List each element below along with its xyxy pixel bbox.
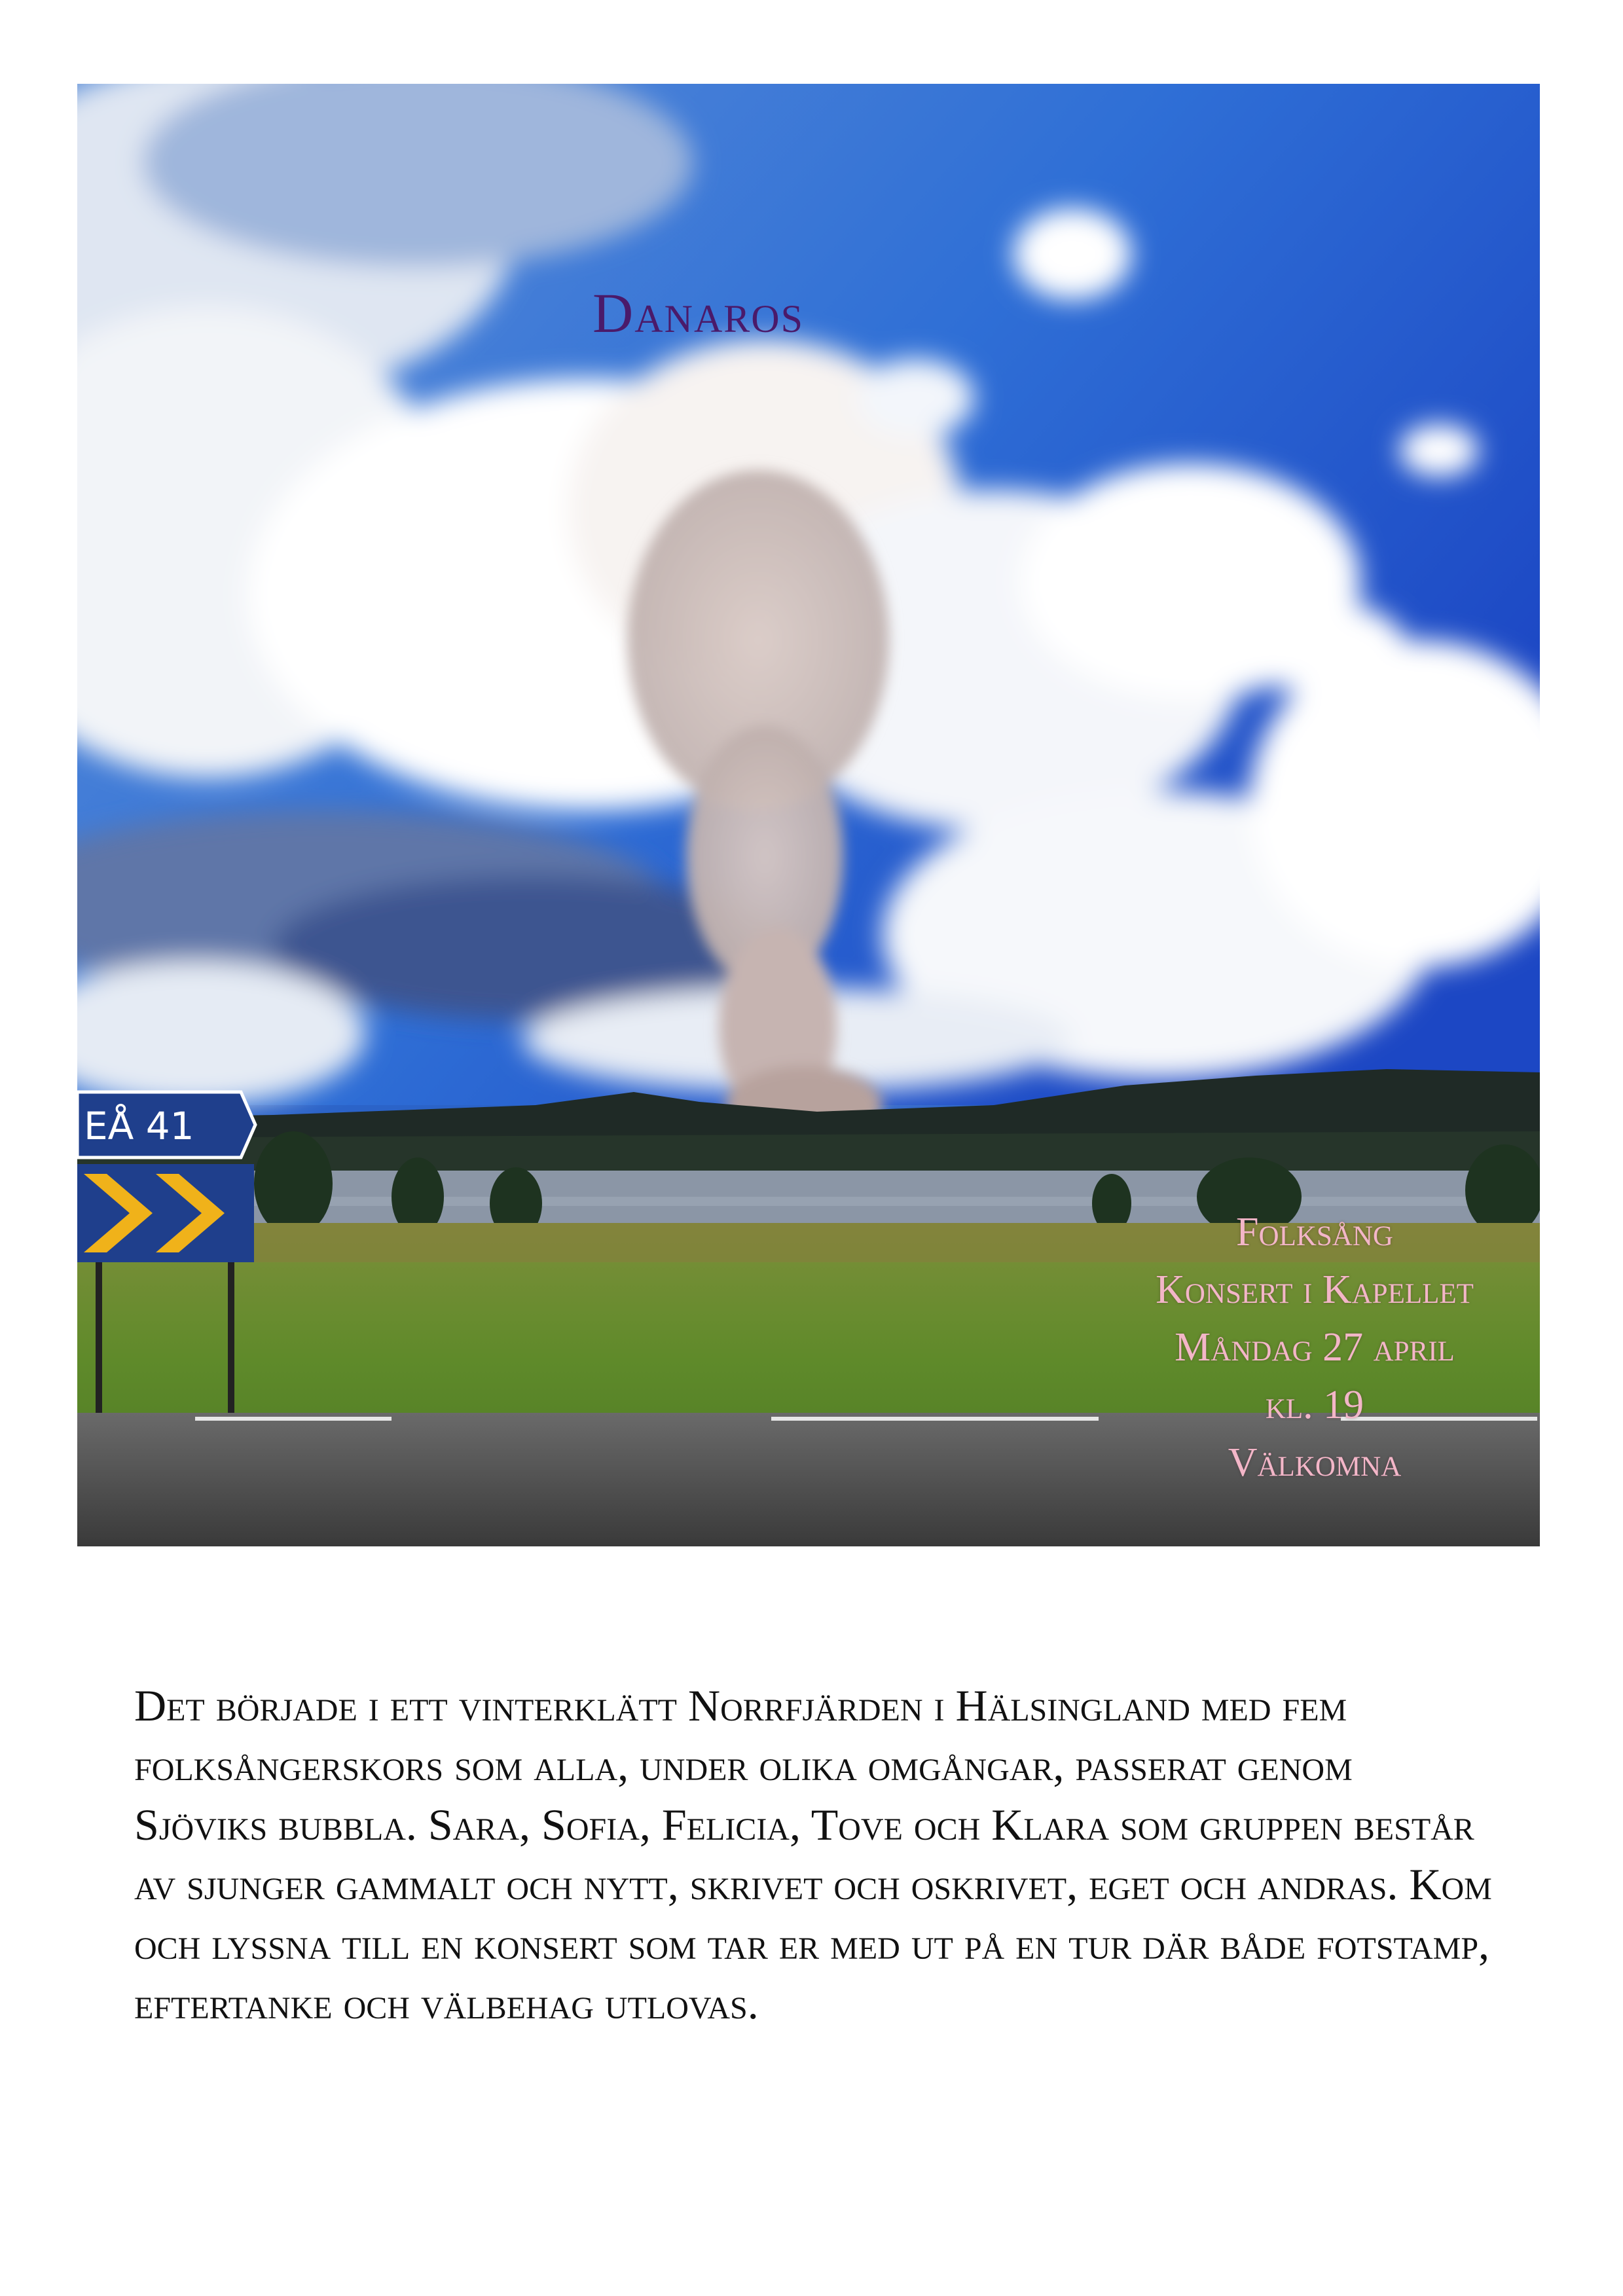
band-name: Danaros bbox=[593, 282, 804, 344]
description-paragraph: Det började i ett vinterklätt Norrfjärden i Hälsingland med fem folksångerskors som alla, under olika omgångar, passerat genom Sjöviks bubbla. Sara, Sofia, Felicia, Tove och Klara som gruppen består av sjunger gammalt och nytt, skrivet och oskrivet, eget och andras. Kom och lyssna till en konsert som tar er med ut på en tur där både fotstamp, eftertanke och välbehag utlovas. bbox=[134, 1681, 1492, 2028]
cover-photo bbox=[77, 84, 1540, 1546]
road-sign-text: EÅ 41 bbox=[84, 1104, 194, 1148]
event-welcome: Välkomna bbox=[1228, 1440, 1402, 1485]
event-details bbox=[1092, 1203, 1537, 1491]
event-genre: Folksång bbox=[1236, 1210, 1393, 1254]
event-date: Måndag 27 april bbox=[1175, 1325, 1455, 1370]
event-venue: Konsert i Kapellet bbox=[1156, 1267, 1474, 1312]
event-time: kl. 19 bbox=[1265, 1383, 1364, 1427]
